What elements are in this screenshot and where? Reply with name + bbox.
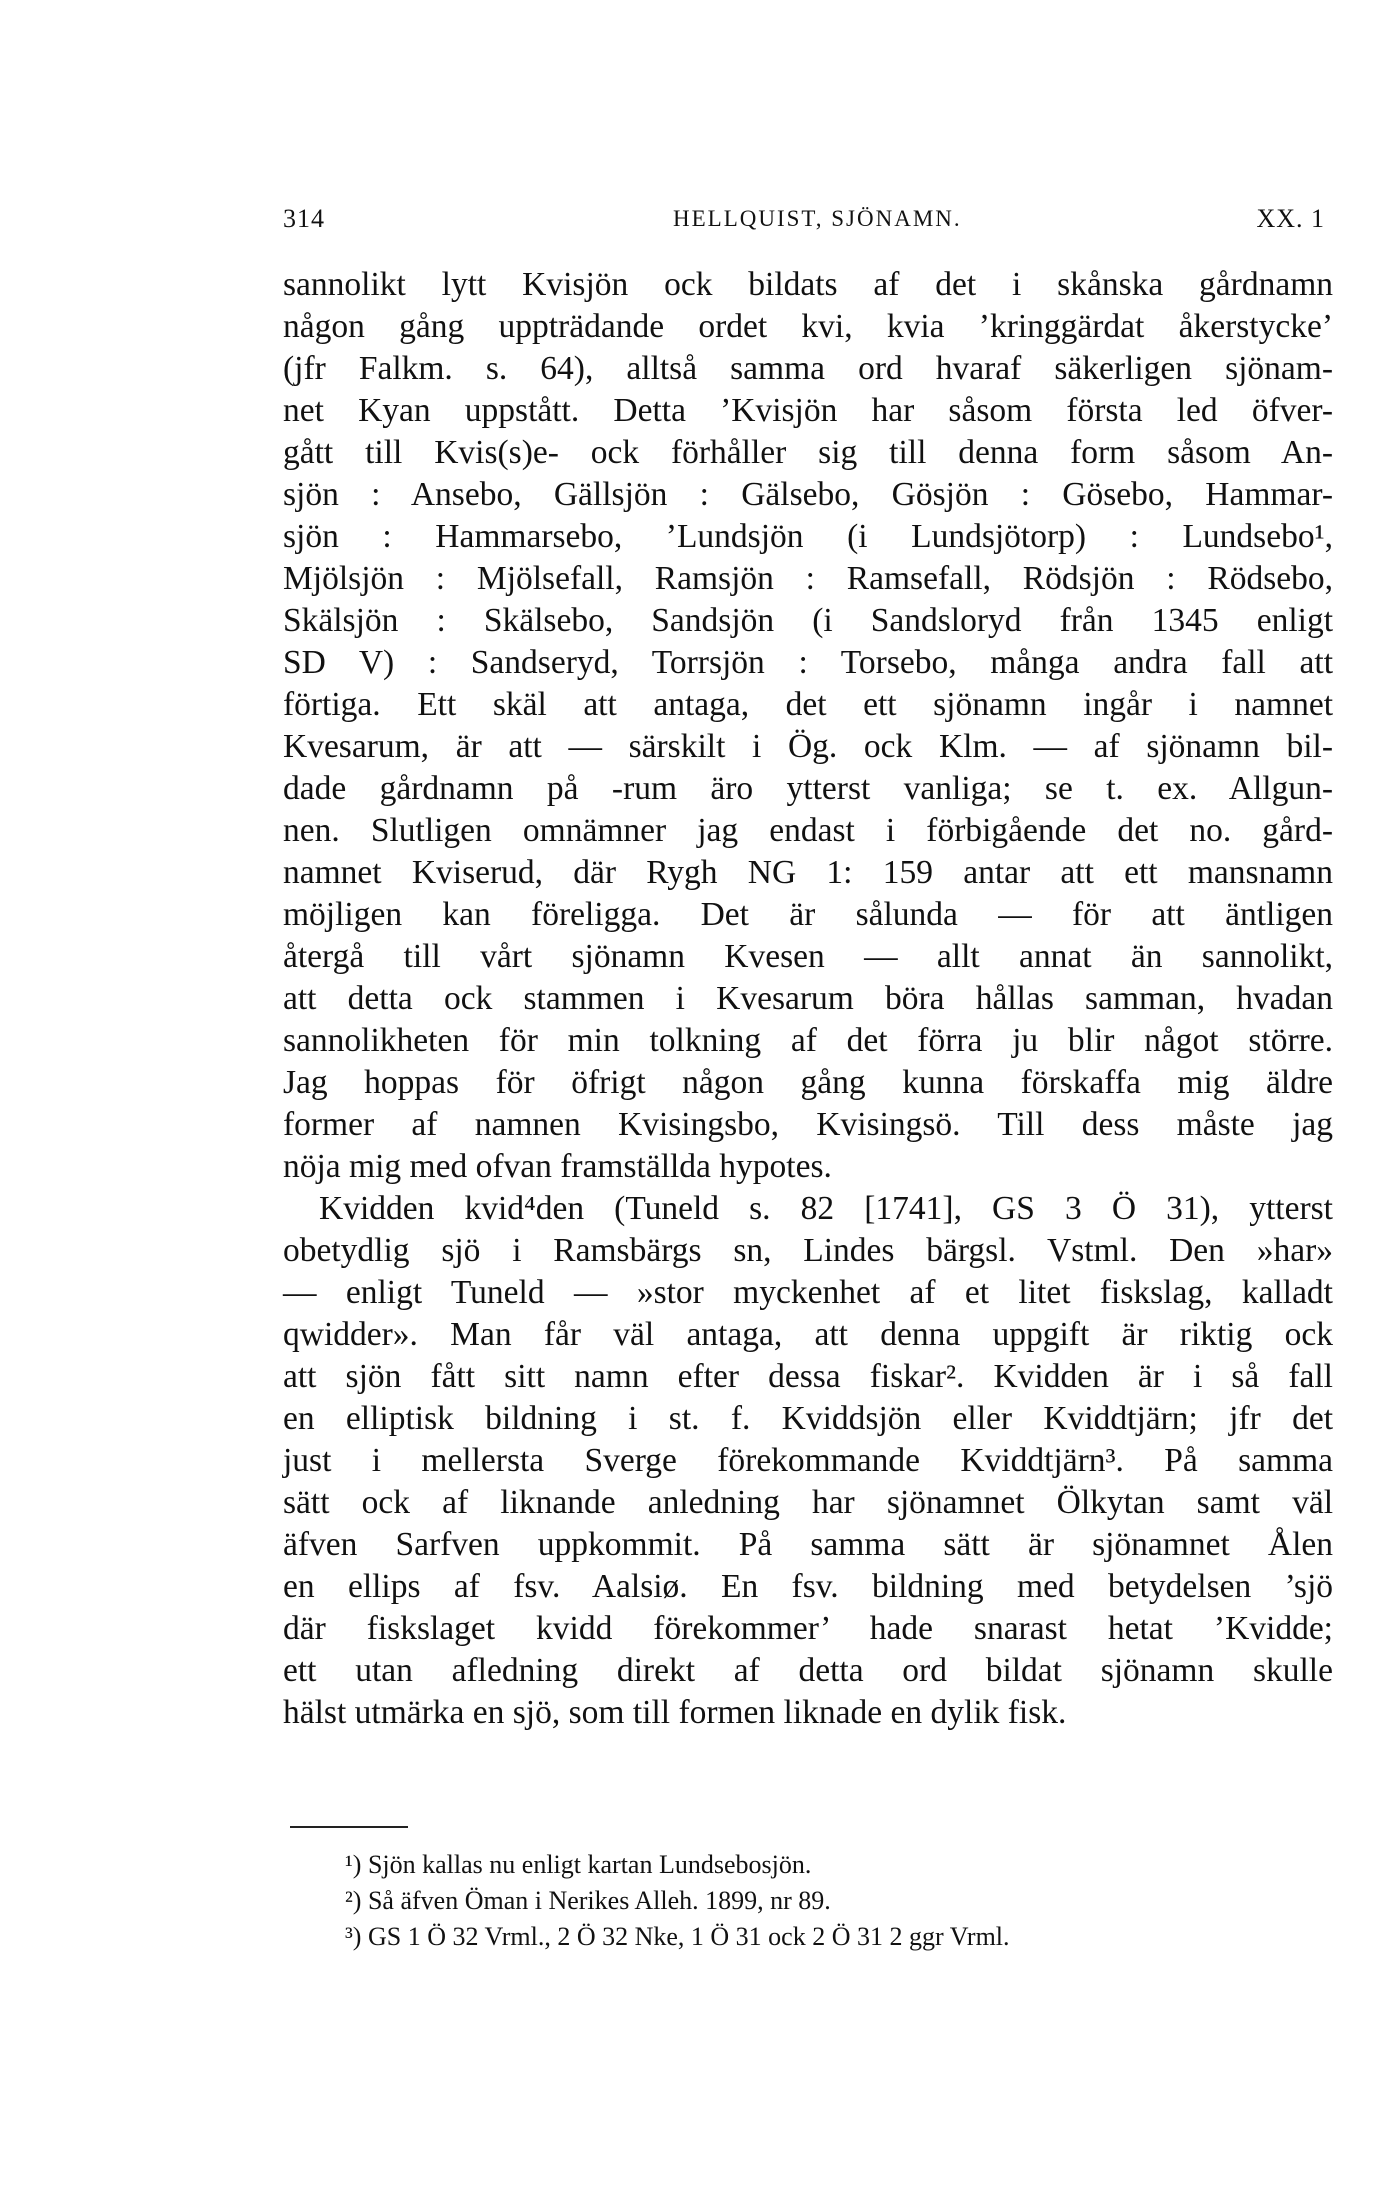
text-line: äfven Sarfven uppkommit. På samma sätt är sjönamnet Ålen	[283, 1526, 1333, 1563]
text-line: dade gårdnamn på -rum äro ytterst vanliga; se t. ex. Allgun-	[283, 770, 1333, 807]
text-line: Kvesarum, är att — särskilt i Ög. ock Klm. — af sjönamn bil-	[283, 728, 1333, 765]
text-line: möjligen kan föreligga. Det är sålunda — för att äntligen	[283, 896, 1333, 933]
text-line: qwidder». Man får väl antaga, att denna uppgift är riktig ock	[283, 1316, 1333, 1353]
text-line: nen. Slutligen omnämner jag endast i förbigående det no. gård-	[283, 812, 1333, 849]
text-line: att detta ock stammen i Kvesarum böra hållas samman, hvadan	[283, 980, 1333, 1017]
text-line: ett utan afledning direkt af detta ord bildat sjönamn skulle	[283, 1652, 1333, 1689]
entry-headword-line: Kvidden kvid⁴den (Tuneld s. 82 [1741], GS 3 Ö 31), ytterst	[319, 1190, 1333, 1227]
text-line: sjön : Hammarsebo, ’Lundsjön (i Lundsjötorp) : Lundsebo¹,	[283, 518, 1333, 555]
text-line: hälst utmärka en sjö, som till formen liknade en dylik fisk.	[283, 1694, 1067, 1731]
text-line: Mjölsjön : Mjölsefall, Ramsjön : Ramsefall, Rödsjön : Rödsebo,	[283, 560, 1333, 597]
text-line: Skälsjön : Skälsebo, Sandsjön (i Sandsloryd från 1345 enligt	[283, 602, 1333, 639]
text-line: förtiga. Ett skäl att antaga, det ett sjönamn ingår i namnet	[283, 686, 1333, 723]
page-number: 314	[283, 204, 325, 233]
text-line: just i mellersta Sverge förekommande Kviddtjärn³. På samma	[283, 1442, 1333, 1479]
running-header	[283, 204, 1333, 238]
footnote-rule	[290, 1826, 408, 1828]
text-line: — enligt Tuneld — »stor myckenhet af et litet fiskslag, kalladt	[283, 1274, 1333, 1311]
text-line: där fiskslaget kvidd förekommer’ hade snarast hetat ’Kvidde;	[283, 1610, 1333, 1647]
text-line: namnet Kviserud, där Rygh NG 1: 159 antar att ett mansnamn	[283, 854, 1333, 891]
text-line: SD V) : Sandseryd, Torrsjön : Torsebo, många andra fall att	[283, 644, 1333, 681]
text-line: former af namnen Kvisingsbo, Kvisingsö. Till dess måste jag	[283, 1106, 1333, 1143]
text-line: en ellips af fsv. Aalsiø. En fsv. bildning med betydelsen ’sjö	[283, 1568, 1333, 1605]
text-line: obetydlig sjö i Ramsbärgs sn, Lindes bärgsl. Vstml. Den »har»	[283, 1232, 1333, 1269]
text-line: sannolikheten för min tolkning af det förra ju blir något större.	[283, 1022, 1333, 1059]
text-line: någon gång uppträdande ordet kvi, kvia ’kringgärdat åkerstycke’	[283, 308, 1333, 345]
text-line: sannolikt lytt Kvisjön ock bildats af det i skånska gårdnamn	[283, 266, 1333, 303]
text-line: nöja mig med ofvan framställda hypotes.	[283, 1148, 832, 1185]
text-line: sjön : Ansebo, Gällsjön : Gälsebo, Gösjön : Gösebo, Hammar-	[283, 476, 1333, 513]
text-line: net Kyan uppstått. Detta ’Kvisjön har såsom första led öfver-	[283, 392, 1333, 429]
text-line: (jfr Falkm. s. 64), alltså samma ord hvaraf säkerligen sjönam-	[283, 350, 1333, 387]
text-line: att sjön fått sitt namn efter dessa fiskar². Kvidden är i så fall	[283, 1358, 1333, 1395]
text-line: sätt ock af liknande anledning har sjönamnet Ölkytan samt väl	[283, 1484, 1333, 1521]
footnote: ²) Så äfven Öman i Nerikes Alleh. 1899, nr 89.	[345, 1886, 831, 1915]
text-line: Jag hoppas för öfrigt någon gång kunna förskaffa mig äldre	[283, 1064, 1333, 1101]
running-title: HELLQUIST, SJÖNAMN.	[673, 206, 962, 231]
footnote: ³) GS 1 Ö 32 Vrml., 2 Ö 32 Nke, 1 Ö 31 ock 2 Ö 31 2 ggr Vrml.	[345, 1922, 1010, 1951]
footnote: ¹) Sjön kallas nu enligt kartan Lundsebosjön.	[345, 1850, 812, 1879]
text-line: återgå till vårt sjönamn Kvesen — allt annat än sannolikt,	[283, 938, 1333, 975]
text-line: gått till Kvis(s)e- ock förhåller sig till denna form såsom An-	[283, 434, 1333, 471]
text-line: en elliptisk bildning i st. f. Kviddsjön eller Kviddtjärn; jfr det	[283, 1400, 1333, 1437]
section-number: XX. 1	[1256, 204, 1325, 233]
